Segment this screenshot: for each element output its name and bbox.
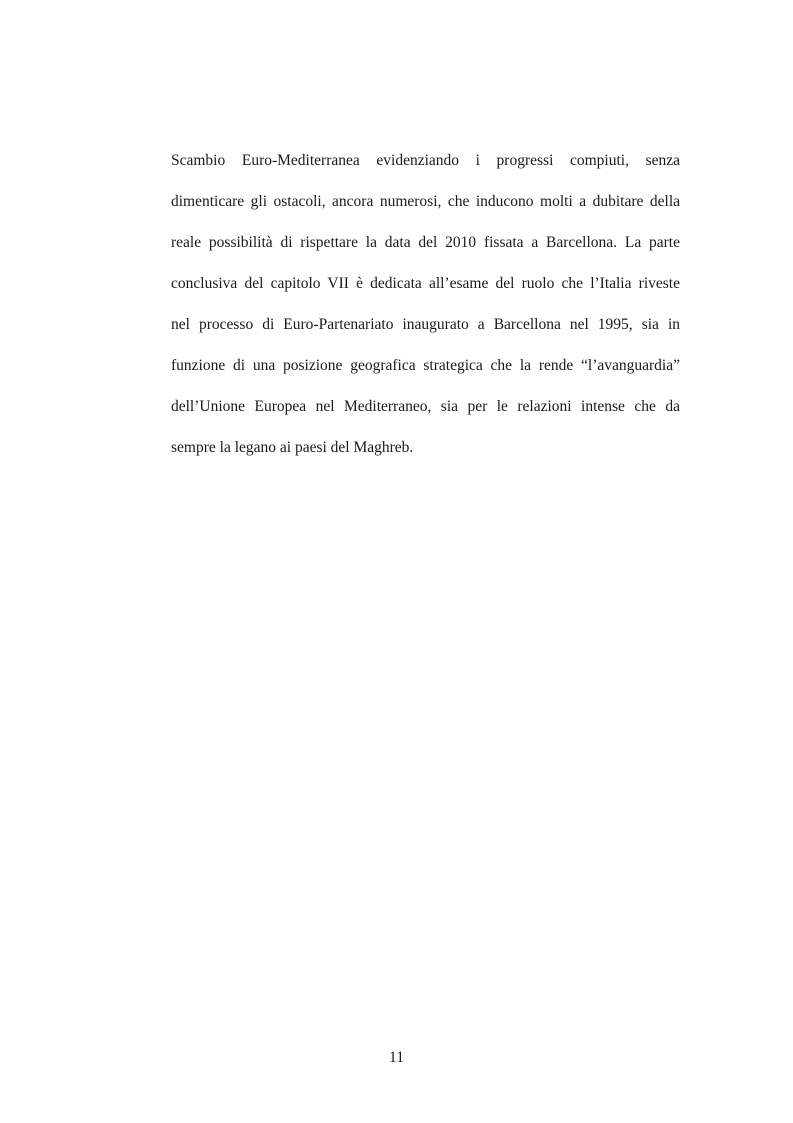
body-paragraph [171, 149, 680, 477]
paragraph-line: Scambio Euro-Mediterranea evidenziando i progressi compiuti, senza [171, 152, 680, 169]
paragraph-line: reale possibilità di rispettare la data del 2010 fissata a Barcellona. La parte [171, 234, 680, 251]
paragraph-line: funzione di una posizione geografica strategica che la rende “l’avanguardia” [171, 357, 680, 374]
paragraph-line: dell’Unione Europea nel Mediterraneo, sia per le relazioni intense che da [171, 398, 680, 415]
paragraph-line: dimenticare gli ostacoli, ancora numerosi, che inducono molti a dubitare della [171, 193, 680, 210]
paragraph-line: nel processo di Euro-Partenariato inaugurato a Barcellona nel 1995, sia in [171, 316, 680, 333]
page-number: 11 [389, 1049, 404, 1066]
paragraph-line: conclusiva del capitolo VII è dedicata all’esame del ruolo che l’Italia riveste [171, 275, 680, 292]
paragraph-line: sempre la legano ai paesi del Maghreb. [171, 439, 414, 456]
